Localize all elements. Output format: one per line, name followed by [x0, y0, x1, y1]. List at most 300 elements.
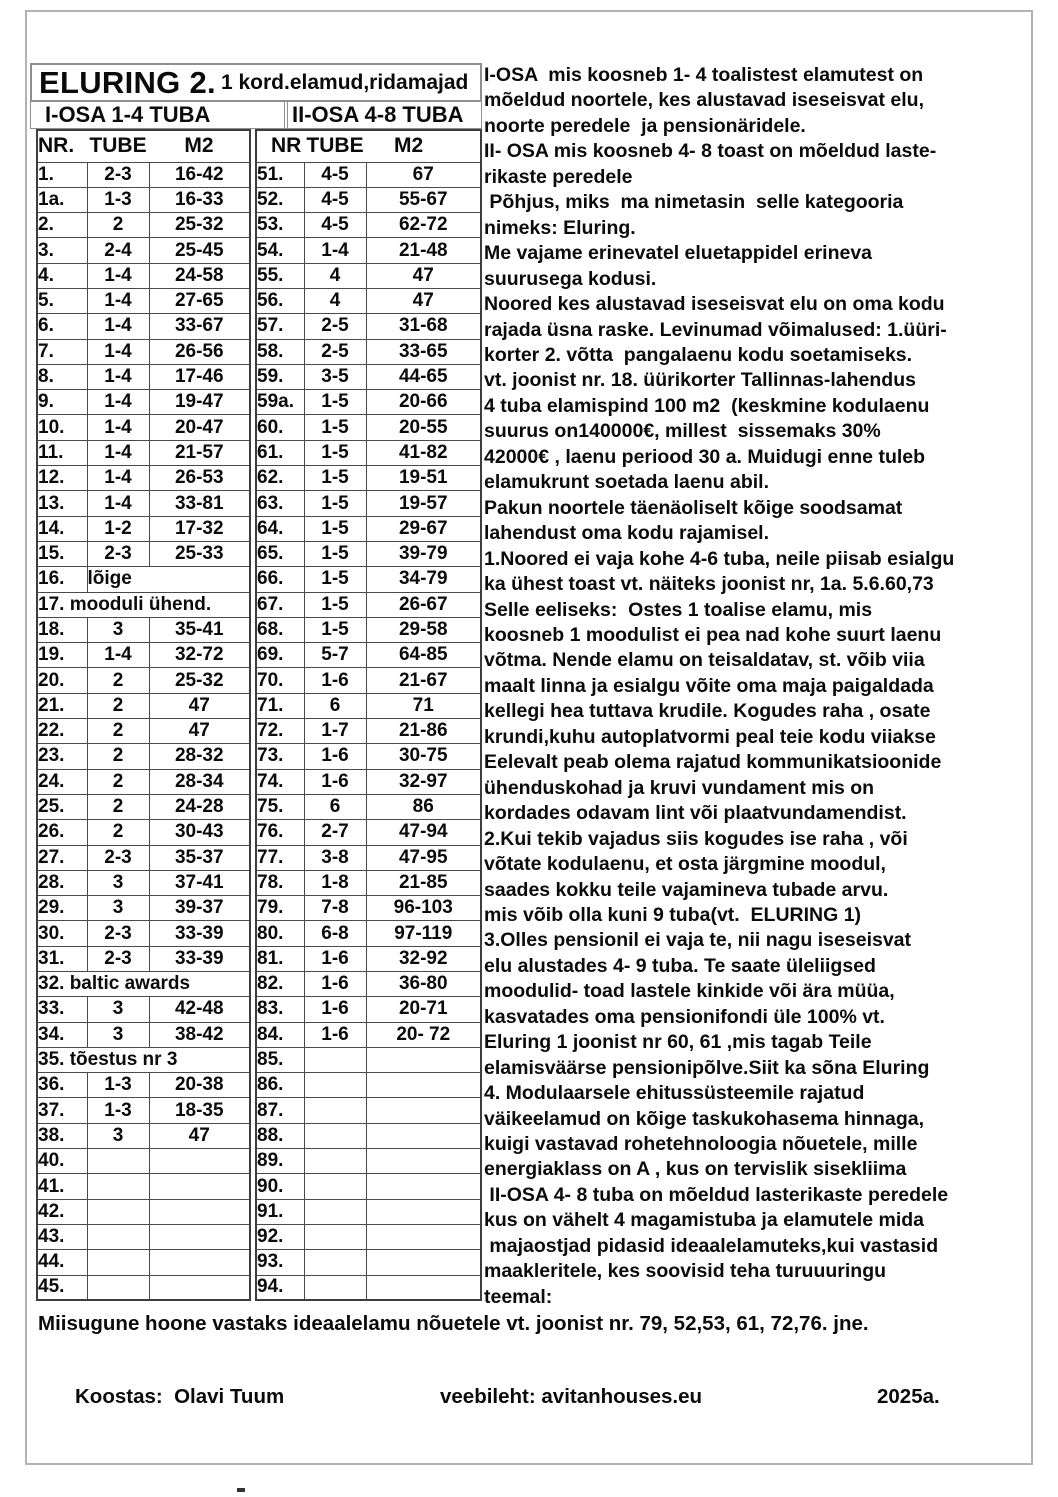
cell-m2: 20-47 — [149, 415, 250, 440]
cell-m2: 47 — [366, 263, 481, 288]
description-line: 2.Kui tekib vajadus siis kogudes ise raha , või — [484, 827, 908, 850]
table-row — [37, 491, 250, 516]
cell-tube: 6 — [304, 794, 366, 819]
cell-m2: 29-58 — [366, 617, 481, 642]
cell-m2: 42-48 — [149, 997, 250, 1022]
table-row — [256, 1047, 481, 1072]
cell-m2: 33-39 — [149, 921, 250, 946]
cell-tube — [87, 1149, 149, 1174]
table-row — [37, 1275, 250, 1300]
description-line: II- OSA mis koosneb 4- 8 toast on mõeldud laste- — [484, 140, 937, 163]
cell-m2: 26-67 — [366, 592, 481, 617]
cell-m2: 17-32 — [149, 516, 250, 541]
table-row — [256, 1275, 481, 1300]
cell-m2: 21-48 — [366, 238, 481, 263]
cell-m2 — [366, 1199, 481, 1224]
table-row — [37, 213, 250, 238]
cell-nr: 73. — [256, 744, 304, 769]
cell-nr: 5. — [37, 288, 87, 313]
cell-nr: 13. — [37, 491, 87, 516]
cell-nr: 83. — [256, 997, 304, 1022]
cell-tube: 1-4 — [87, 263, 149, 288]
cell-m2: 24-58 — [149, 263, 250, 288]
cell-nr: 7. — [37, 339, 87, 364]
table-row — [37, 820, 250, 845]
cell-tube: 2 — [87, 744, 149, 769]
table-row — [256, 1098, 481, 1123]
cell-nr: 86. — [256, 1073, 304, 1098]
column-header-tube: TUBE — [87, 130, 149, 162]
cell-m2: 16-33 — [149, 187, 250, 212]
cell-nr: 87. — [256, 1098, 304, 1123]
table-row — [37, 896, 250, 921]
table-row — [37, 744, 250, 769]
cell-tube: 4-5 — [304, 213, 366, 238]
table-row — [37, 466, 250, 491]
cell-tube — [87, 1174, 149, 1199]
table-row — [37, 845, 250, 870]
cell-nr: 68. — [256, 617, 304, 642]
cell-nr: 82. — [256, 972, 304, 997]
table-row — [256, 845, 481, 870]
table-row — [37, 567, 250, 592]
cell-nr: 72. — [256, 719, 304, 744]
table-row — [256, 744, 481, 769]
cell-nr: 69. — [256, 643, 304, 668]
cell-tube: 1-4 — [87, 491, 149, 516]
description-line: moodulid- toad lastele kinkide või ära müüa, — [484, 980, 895, 1003]
cell-nr: 94. — [256, 1275, 304, 1300]
cell-tube — [304, 1199, 366, 1224]
cell-m2: 47-94 — [366, 820, 481, 845]
cell-m2: 25-45 — [149, 238, 250, 263]
description-line: maakleritele, kes soovisid teha turuuuringu — [484, 1260, 887, 1283]
cell-tube: 3 — [87, 870, 149, 895]
table-row — [37, 668, 250, 693]
table-row — [37, 339, 250, 364]
cell-m2: 27-65 — [149, 288, 250, 313]
cell-tube: 1-5 — [304, 440, 366, 465]
cell-tube: 1-2 — [87, 516, 149, 541]
table-row — [37, 1224, 250, 1249]
cell-m2: 21-57 — [149, 440, 250, 465]
cell-tube — [304, 1123, 366, 1148]
cell-tube: 1-5 — [304, 390, 366, 415]
cell-nr: 57. — [256, 314, 304, 339]
cell-tube: 1-4 — [87, 440, 149, 465]
cell-m2: 64-85 — [366, 643, 481, 668]
cell-m2: 33-81 — [149, 491, 250, 516]
cell-m2: 20-71 — [366, 997, 481, 1022]
cell-m2 — [149, 1224, 250, 1249]
table-row — [256, 314, 481, 339]
cell-m2: 30-43 — [149, 820, 250, 845]
cell-m2: 44-65 — [366, 364, 481, 389]
table-osa1 — [36, 129, 251, 1301]
cell-m2: 16-42 — [149, 162, 250, 187]
cell-m2: 37-41 — [149, 870, 250, 895]
cell-tube: 2-7 — [304, 820, 366, 845]
table-row — [256, 415, 481, 440]
cell-nr: 71. — [256, 693, 304, 718]
description-line: Pakun noortele täenäoliselt kõige soodsamat — [484, 496, 903, 519]
table-row — [37, 440, 250, 465]
cell-m2: 47 — [366, 288, 481, 313]
cell-m2: 86 — [366, 794, 481, 819]
description-line: mõeldud noortele, kes alustavad iseseisvat elu, — [484, 89, 925, 112]
cell-m2 — [366, 1073, 481, 1098]
table-row — [256, 972, 481, 997]
description-line: II-OSA 4- 8 tuba on mõeldud lasterikaste peredele — [484, 1183, 949, 1206]
cell-nr: 88. — [256, 1123, 304, 1148]
cell-tube: 1-5 — [304, 415, 366, 440]
cell-m2: 41-82 — [366, 440, 481, 465]
table-row — [256, 1123, 481, 1148]
cell-tube: 1-4 — [304, 238, 366, 263]
table-row — [256, 491, 481, 516]
description-line: Noored kes alustavad iseseisvat elu on oma kodu — [484, 293, 945, 316]
table-row — [256, 1250, 481, 1275]
table-row — [256, 668, 481, 693]
cell-m2: 20- 72 — [366, 1022, 481, 1047]
table-row — [256, 592, 481, 617]
cell-tube — [304, 1073, 366, 1098]
cell-tube: 1-4 — [87, 466, 149, 491]
cell-m2: 29-67 — [366, 516, 481, 541]
cell-m2: 97-119 — [366, 921, 481, 946]
table-row — [37, 288, 250, 313]
cell-nr: 26. — [37, 820, 87, 845]
cell-tube: 3-5 — [304, 364, 366, 389]
cell-m2: 96-103 — [366, 896, 481, 921]
table-row — [37, 972, 250, 997]
cell-m2: 33-65 — [366, 339, 481, 364]
table-row — [37, 592, 250, 617]
cell-nr: 63. — [256, 491, 304, 516]
table-row — [256, 693, 481, 718]
cell-tube: 2-3 — [87, 845, 149, 870]
cell-tube: 1-3 — [87, 187, 149, 212]
cell-tube — [304, 1047, 366, 1072]
cell-tube: 1-6 — [304, 1022, 366, 1047]
description-line: rikaste peredele — [484, 165, 633, 188]
cell-m2 — [366, 1174, 481, 1199]
cell-tube: 2-3 — [87, 162, 149, 187]
cell-nr: 12. — [37, 466, 87, 491]
cell-tube: 1-6 — [304, 769, 366, 794]
cell-tube: 2-3 — [87, 921, 149, 946]
column-header-nr: NR. — [37, 130, 87, 162]
cell-m2: 17-46 — [149, 364, 250, 389]
cell-m2: 19-47 — [149, 390, 250, 415]
cell-nr: 9. — [37, 390, 87, 415]
description-line: Selle eeliseks: Ostes 1 toalise elamu, mis — [484, 598, 873, 621]
table-row — [256, 288, 481, 313]
cell-m2 — [149, 1174, 250, 1199]
description-line: võtma. Nende elamu on teisaldatav, st. võib viia — [484, 649, 925, 672]
cell-tube: 2 — [87, 769, 149, 794]
cell-tube: 1-4 — [87, 415, 149, 440]
description-line: vt. joonist nr. 18. üürikorter Tallinnas-lahendus — [484, 369, 916, 392]
cell-nr: 16. — [37, 567, 87, 592]
description-line: energiaklass on A , kus on tervislik sisekliima — [484, 1158, 907, 1181]
description-line: teemal: — [484, 1285, 553, 1308]
table-osa1-wrapper — [36, 129, 251, 1301]
cell-m2: 20-55 — [366, 415, 481, 440]
table-header-row — [256, 130, 481, 162]
table-row — [37, 263, 250, 288]
cell-nr: 24. — [37, 769, 87, 794]
cell-nr: 60. — [256, 415, 304, 440]
cell-m2: 30-75 — [366, 744, 481, 769]
table-osa2 — [255, 129, 482, 1301]
cell-tube: 1-5 — [304, 491, 366, 516]
cell-m2: 28-32 — [149, 744, 250, 769]
table-row — [256, 643, 481, 668]
cell-nr: 52. — [256, 187, 304, 212]
cell-m2: 71 — [366, 693, 481, 718]
cell-nr: 54. — [256, 238, 304, 263]
table-row — [37, 1047, 250, 1072]
description-line: I-OSA mis koosneb 1- 4 toalistest elamutest on — [484, 64, 924, 86]
description-line: korter 2. võtta pangalaenu kodu soetamiseks. — [484, 343, 913, 366]
cell-nr: 64. — [256, 516, 304, 541]
table-row — [37, 617, 250, 642]
cell-tube: 2-5 — [304, 314, 366, 339]
table-row — [256, 339, 481, 364]
cell-tube — [87, 1250, 149, 1275]
description-line: elamisväärse pensionipõlve.Siit ka sõna Eluring — [484, 1056, 930, 1079]
description-line: koosneb 1 moodulist ei pea nad kohe suurt laenu — [484, 623, 942, 646]
description-line: ühenduskohad ja kruvi vundament mis on — [484, 776, 875, 799]
cell-tube: 4 — [304, 288, 366, 313]
cell-nr: 1a. — [37, 187, 87, 212]
cell-nr: 23. — [37, 744, 87, 769]
page-subtitle: 1 kord.elamud,ridamajad — [220, 70, 469, 94]
table-row — [256, 567, 481, 592]
cell-m2: 19-51 — [366, 466, 481, 491]
cell-tube: 6 — [304, 693, 366, 718]
cell-tube: 1-4 — [87, 643, 149, 668]
footer-website: veebileht: avitanhouses.eu — [440, 1385, 703, 1408]
table-row — [37, 1022, 250, 1047]
cell-nr: 92. — [256, 1224, 304, 1249]
cell-m2 — [149, 1275, 250, 1300]
cell-nr: 38. — [37, 1123, 87, 1148]
cell-nr: 89. — [256, 1149, 304, 1174]
cell-m2: 47 — [149, 719, 250, 744]
table-row — [256, 263, 481, 288]
cell-m2: 21-85 — [366, 870, 481, 895]
cell-m2: 39-37 — [149, 896, 250, 921]
cell-nr: 29. — [37, 896, 87, 921]
cell-m2 — [366, 1224, 481, 1249]
cell-tube: 4 — [304, 263, 366, 288]
cell-merged: lõige — [87, 567, 250, 592]
cell-m2: 47 — [149, 693, 250, 718]
table-row — [256, 516, 481, 541]
table-row — [37, 1174, 250, 1199]
cell-tube: 3 — [87, 1123, 149, 1148]
cell-tube: 2 — [87, 794, 149, 819]
cell-m2: 39-79 — [366, 541, 481, 566]
table-row — [37, 1149, 250, 1174]
cell-nr: 76. — [256, 820, 304, 845]
cell-tube: 2-4 — [87, 238, 149, 263]
cell-m2: 33-67 — [149, 314, 250, 339]
table-row — [256, 769, 481, 794]
description-line: lahendust oma kodu rajamisel. — [484, 522, 769, 545]
cell-nr: 56. — [256, 288, 304, 313]
cell-m2: 36-80 — [366, 972, 481, 997]
cell-m2 — [366, 1149, 481, 1174]
description-line: noorte peredele ja pensionäridele. — [484, 114, 806, 137]
description-line: Põhjus, miks ma nimetasin selle kategooria — [484, 191, 904, 214]
cell-nr: 19. — [37, 643, 87, 668]
table-row — [256, 1199, 481, 1224]
cell-tube: 1-3 — [87, 1098, 149, 1123]
column-header-m2: M2 — [149, 130, 250, 162]
cell-nr: 21. — [37, 693, 87, 718]
cell-nr: 77. — [256, 845, 304, 870]
description-line: kus on vähelt 4 magamistuba ja elamutele mida — [484, 1209, 924, 1232]
table-row — [37, 516, 250, 541]
cell-nr: 31. — [37, 946, 87, 971]
footer-year: 2025a. — [877, 1385, 940, 1408]
cell-m2: 26-53 — [149, 466, 250, 491]
description-line: väikeelamud on kõige taskukohasema hinnaga, — [484, 1107, 924, 1130]
description-line: kordades odavam lint või plaatvundamendist. — [484, 802, 907, 825]
table-row — [256, 213, 481, 238]
cell-m2: 25-33 — [149, 541, 250, 566]
cell-m2: 34-79 — [366, 567, 481, 592]
cell-nr: 70. — [256, 668, 304, 693]
cell-nr: 33. — [37, 997, 87, 1022]
cell-m2: 20-38 — [149, 1073, 250, 1098]
cell-m2: 35-37 — [149, 845, 250, 870]
cell-tube: 1-4 — [87, 314, 149, 339]
cell-nr: 36. — [37, 1073, 87, 1098]
table-row — [37, 187, 250, 212]
cell-m2: 32-97 — [366, 769, 481, 794]
table-row — [37, 769, 250, 794]
cell-nr: 59. — [256, 364, 304, 389]
cell-m2: 25-32 — [149, 668, 250, 693]
cell-nr: 25. — [37, 794, 87, 819]
table-row — [256, 870, 481, 895]
cell-m2 — [149, 1250, 250, 1275]
cell-nr: 84. — [256, 1022, 304, 1047]
cell-m2 — [366, 1275, 481, 1300]
cell-nr: 41. — [37, 1174, 87, 1199]
cell-nr: 43. — [37, 1224, 87, 1249]
description-line: Eluring 1 joonist nr 60, 61 ,mis tagab Teile — [484, 1031, 872, 1054]
cell-m2: 32-92 — [366, 946, 481, 971]
description-line: Eelevalt peab olema rajatud kommunikatsioonide — [484, 751, 942, 774]
table-row — [256, 466, 481, 491]
table-row — [37, 870, 250, 895]
cell-tube — [304, 1250, 366, 1275]
bottom-note: Miisugune hoone vastaks ideaalelamu nõuetele vt. joonist nr. 79, 52,53, 61, 72,76. jne. — [38, 1312, 869, 1335]
cell-nr: 10. — [37, 415, 87, 440]
column-header-nr: NR — [256, 130, 304, 162]
description-line: elu alustades 4- 9 tuba. Te saate üleliigsed — [484, 954, 876, 977]
cell-m2 — [366, 1098, 481, 1123]
cell-nr: 15. — [37, 541, 87, 566]
cell-tube — [87, 1199, 149, 1224]
cell-nr: 42. — [37, 1199, 87, 1224]
description-line: kuigi vastavad rohetehnoloogia nõuetele, mille — [484, 1133, 918, 1156]
cell-tube: 1-7 — [304, 719, 366, 744]
cell-nr: 4. — [37, 263, 87, 288]
cell-span: 32. baltic awards — [37, 972, 250, 997]
cell-nr: 2. — [37, 213, 87, 238]
table-row — [37, 946, 250, 971]
cell-tube: 3 — [87, 896, 149, 921]
cell-m2: 18-35 — [149, 1098, 250, 1123]
cell-nr: 37. — [37, 1098, 87, 1123]
table-row — [37, 390, 250, 415]
table-row — [37, 541, 250, 566]
cell-nr: 79. — [256, 896, 304, 921]
cell-nr: 11. — [37, 440, 87, 465]
cell-nr: 27. — [37, 845, 87, 870]
description-line: kasvatades oma pensionifondi üle 100% vt. — [484, 1005, 885, 1028]
cell-nr: 53. — [256, 213, 304, 238]
cell-tube: 1-4 — [87, 288, 149, 313]
description-line: 42000€ , laenu periood 30 a. Muidugi enne tuleb — [484, 445, 926, 468]
description-line: 4. Modulaarsele ehitussüsteemile rajatud — [484, 1082, 865, 1105]
cell-tube: 1-6 — [304, 972, 366, 997]
table-row — [37, 1098, 250, 1123]
cell-nr: 58. — [256, 339, 304, 364]
table-row — [256, 820, 481, 845]
cell-tube: 4-5 — [304, 187, 366, 212]
cell-nr: 55. — [256, 263, 304, 288]
table-row — [256, 1224, 481, 1249]
table-row — [37, 162, 250, 187]
cell-nr: 93. — [256, 1250, 304, 1275]
table-row — [256, 896, 481, 921]
cell-nr: 62. — [256, 466, 304, 491]
cell-nr: 44. — [37, 1250, 87, 1275]
cell-nr: 34. — [37, 1022, 87, 1047]
cell-span: 35. tõestus nr 3 — [37, 1047, 250, 1072]
cell-m2: 47 — [149, 1123, 250, 1148]
table-row — [256, 238, 481, 263]
table-row — [37, 1073, 250, 1098]
table-row — [256, 1174, 481, 1199]
table-row — [256, 1149, 481, 1174]
table-header-row — [37, 130, 250, 162]
cell-nr: 6. — [37, 314, 87, 339]
cell-nr: 20. — [37, 668, 87, 693]
cell-tube: 1-6 — [304, 744, 366, 769]
cell-m2: 28-34 — [149, 769, 250, 794]
cell-m2 — [149, 1199, 250, 1224]
cell-nr: 18. — [37, 617, 87, 642]
cell-tube: 2 — [87, 719, 149, 744]
cell-nr: 66. — [256, 567, 304, 592]
cell-tube: 1-4 — [87, 390, 149, 415]
description-line: suurusega kodusi. — [484, 267, 657, 290]
table-row — [37, 794, 250, 819]
description-line: võtate kodulaenu, et osta järgmine moodul, — [484, 853, 886, 876]
cell-m2: 35-41 — [149, 617, 250, 642]
cell-tube — [304, 1098, 366, 1123]
table-row — [37, 921, 250, 946]
table-row — [256, 997, 481, 1022]
